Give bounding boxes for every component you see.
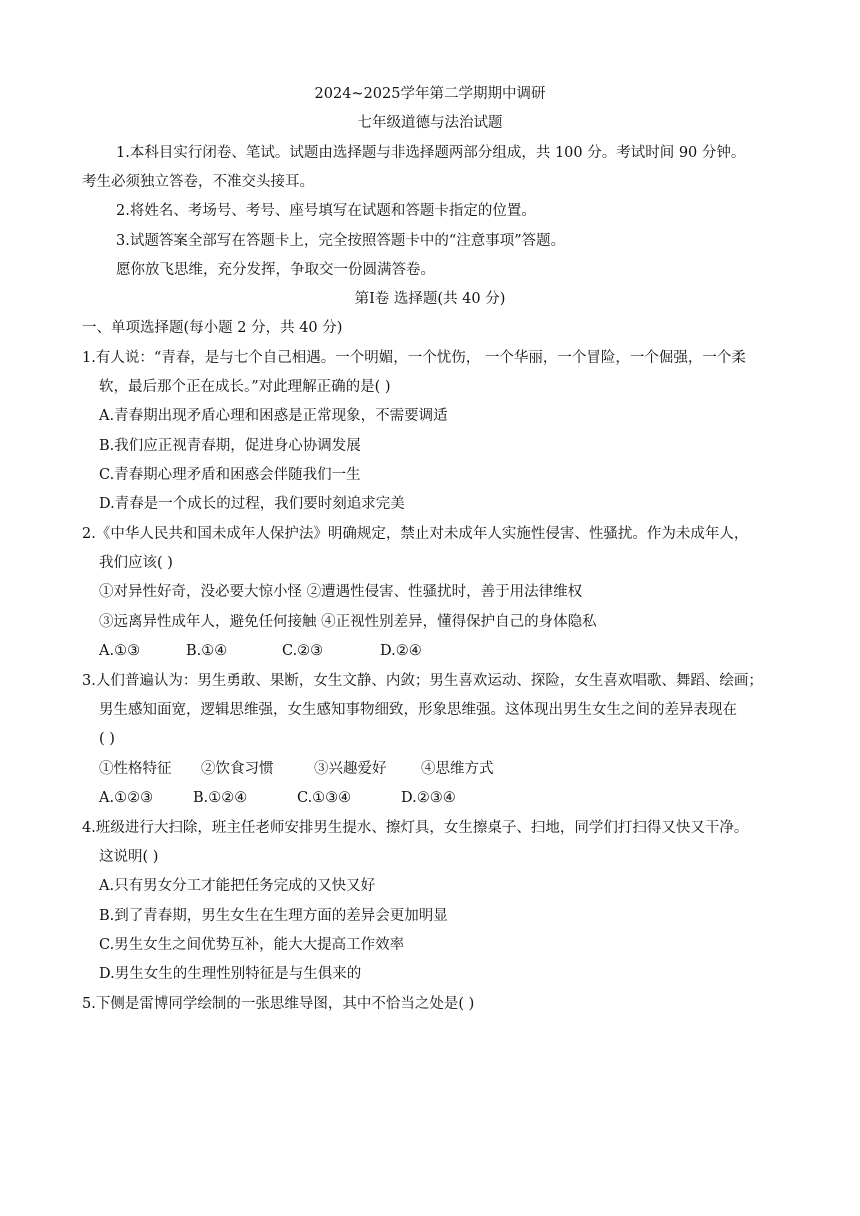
q5-stem: 5.下侧是雷博同学绘制的一张思维导图，其中不恰当之处是( ) [82, 996, 475, 1012]
q1-option-d: D.青春是一个成长的过程，我们要时刻追求完美 [99, 496, 405, 512]
instruction-1: 1.本科目实行闭卷、笔试。试题由选择题与非选择题两部分组成，共 100 分。考试时间 90 分钟。 [116, 145, 746, 161]
q2-statements-1: ①对异性好奇，没必要大惊小怪 ②遭遇性侵害、性骚扰时，善于用法律维权 [99, 584, 583, 600]
q1-stem: 1.有人说：“青春，是与七个自己相遇。一个明媚，一个忧伤， 一个华丽，一个冒险，一个倔强，一个柔 [82, 350, 746, 366]
q2-option-c: C.②③ [282, 643, 324, 659]
q2-option-d: D.②④ [380, 643, 422, 659]
q4-stem-cont: 这说明( ) [99, 849, 159, 865]
q3-stem: 3.人们普遍认为：男生勇敢、果断，女生文静、内敛；男生喜欢运动、探险，女生喜欢唱歌、舞蹈、绘画； [82, 673, 763, 689]
q4-option-d: D.男生女生的生理性别特征是与生俱来的 [99, 966, 362, 982]
exam-title: 2024~2025学年第二学期期中调研 [314, 86, 546, 102]
q3-option-d: D.②③④ [401, 790, 456, 806]
q1-option-a: A.青春期出现矛盾心理和困惑是正常现象，不需要调适 [99, 408, 448, 424]
q4-stem: 4.班级进行大扫除，班主任老师安排男生提水、擦灯具，女生擦桌子、扫地，同学们打扫得又快又干净。 [82, 820, 749, 836]
q3-option-a: A.①②③ [99, 790, 154, 806]
exam-subtitle: 七年级道德与法治试题 [357, 115, 503, 131]
q4-option-c: C.男生女生之间优势互补，能大大提高工作效率 [99, 937, 405, 953]
part-heading: 一、单项选择题(每小题 2 分，共 40 分) [82, 320, 343, 336]
q2-stem-cont: 我们应该( ) [99, 555, 173, 571]
q3-option-c: C.①③④ [297, 790, 352, 806]
q4-option-a: A.只有男女分工才能把任务完成的又快又好 [99, 878, 376, 894]
section-title: 第Ⅰ卷 选择题(共 40 分) [354, 291, 506, 307]
instruction-1-cont: 考生必须独立答卷，不准交头接耳。 [82, 174, 314, 190]
q3-statement-4: ④思维方式 [421, 761, 494, 777]
q3-stem-cont: 男生感知面宽，逻辑思维强，女生感知事物细致，形象思维强。这体现出男生女生之间的差异表现在 [99, 702, 737, 718]
q3-stem-blank: ( ) [99, 731, 115, 747]
instruction-wish: 愿你放飞思维，充分发挥，争取交一份圆满答卷。 [116, 262, 435, 278]
q4-option-b: B.到了青春期，男生女生在生理方面的差异会更加明显 [99, 908, 448, 924]
q2-option-b: B.①④ [186, 643, 228, 659]
q2-statements-2: ③远离异性成年人，避免任何接触 ④正视性别差异，懂得保护自己的身体隐私 [99, 614, 597, 630]
q1-option-b: B.我们应正视青春期，促进身心协调发展 [99, 438, 361, 454]
q3-statement-1: ①性格特征 [99, 761, 172, 777]
q3-statement-3: ③兴趣爱好 [314, 761, 387, 777]
instruction-2: 2.将姓名、考场号、考号、座号填写在试题和答题卡指定的位置。 [116, 203, 536, 219]
q1-stem-cont: 软，最后那个正在成长。”对此理解正确的是( ) [99, 379, 391, 395]
q3-statement-2: ②饮食习惯 [201, 761, 274, 777]
q3-option-b: B.①②④ [193, 790, 248, 806]
q2-stem: 2.《中华人民共和国未成年人保护法》明确规定，禁止对未成年人实施性侵害、性骚扰。作为未成年人， [82, 526, 749, 542]
q2-option-a: A.①③ [99, 643, 141, 659]
instruction-3: 3.试题答案全部写在答题卡上，完全按照答题卡中的“注意事项”答题。 [116, 233, 566, 249]
q1-option-c: C.青春期心理矛盾和困惑会伴随我们一生 [99, 467, 361, 483]
